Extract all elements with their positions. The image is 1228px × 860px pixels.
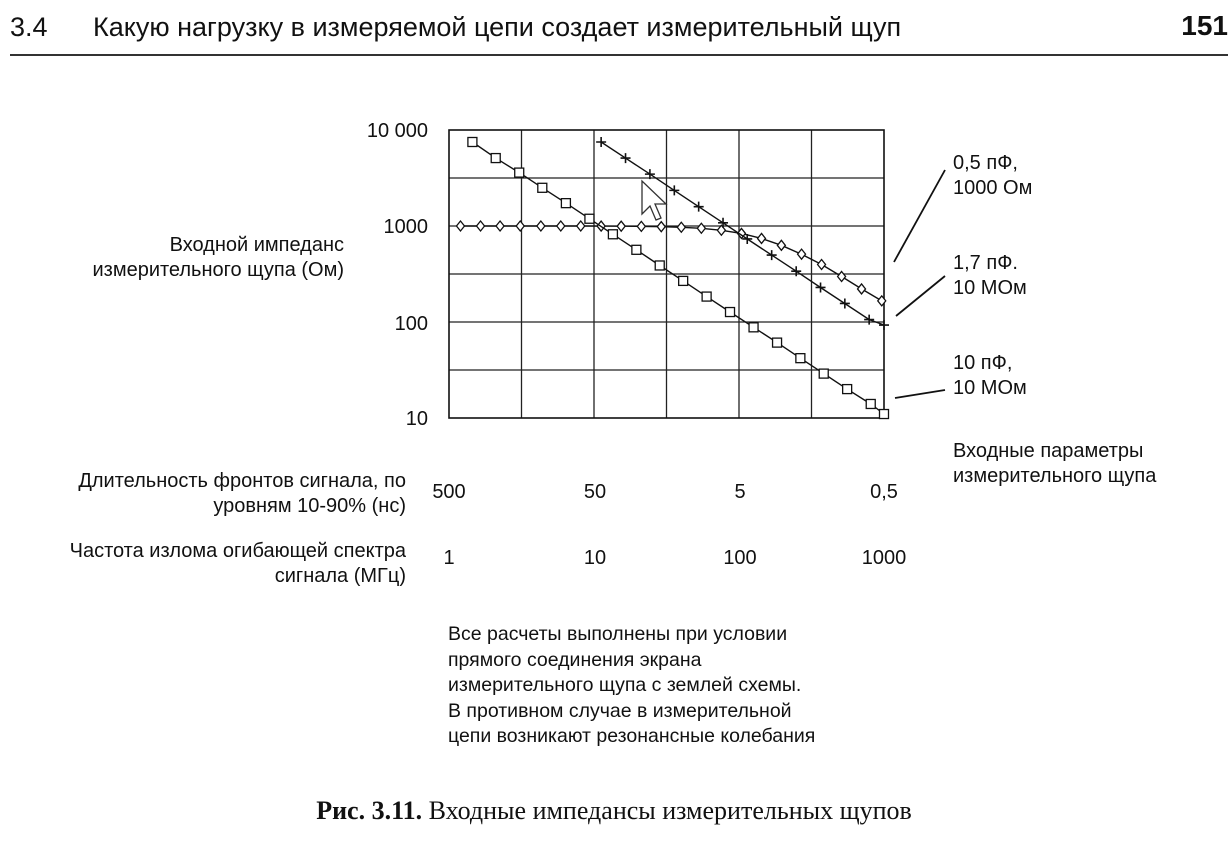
note-line: измерительного щупа с землей схемы. bbox=[448, 674, 802, 696]
data-point-plus bbox=[864, 315, 874, 325]
data-point-diamond bbox=[818, 260, 826, 270]
data-point-square bbox=[538, 183, 547, 192]
data-point-square bbox=[843, 385, 852, 394]
frequency-row-label: Частота излома огибающей спектра сигнала (МГц) bbox=[69, 540, 406, 587]
section-number: 3.4 bbox=[10, 12, 48, 42]
leader-line-10pf bbox=[895, 390, 945, 398]
rise-time-tick: 50 bbox=[583, 481, 607, 503]
data-point-diamond bbox=[838, 271, 846, 281]
data-point-plus bbox=[694, 202, 704, 212]
frequency-tick: 1 bbox=[443, 547, 455, 569]
data-point-diamond bbox=[577, 221, 585, 231]
data-point-square bbox=[796, 354, 805, 363]
y-tick-label: 1000 bbox=[383, 216, 428, 238]
data-point-square bbox=[491, 154, 500, 163]
caption-prefix: Рис. 3.11. bbox=[316, 796, 423, 825]
leader-line-1-7pf bbox=[896, 276, 945, 316]
legend-entry-line: 10 пФ, bbox=[953, 352, 1013, 374]
data-point-square bbox=[468, 137, 477, 146]
data-point-square bbox=[632, 245, 641, 254]
page-number: 151 bbox=[1181, 10, 1228, 41]
y-tick-label: 10 000 bbox=[366, 120, 428, 142]
rise-time-tick: 0,5 bbox=[870, 481, 898, 503]
data-point-diamond bbox=[657, 222, 665, 232]
data-point-square bbox=[585, 214, 594, 223]
data-point-plus bbox=[840, 298, 850, 308]
data-point-square bbox=[608, 230, 617, 239]
legend-title: Входные параметры измерительного щупа bbox=[953, 440, 1157, 487]
legend-entry-1-7pf bbox=[953, 251, 1083, 301]
data-point-square bbox=[819, 369, 828, 378]
data-point-diamond bbox=[758, 233, 766, 243]
y-tick-label: 100 bbox=[394, 313, 428, 335]
data-point-diamond bbox=[858, 284, 866, 294]
y-tick-label: 10 bbox=[405, 408, 428, 430]
note-line: В противном случае в измерительной bbox=[448, 699, 792, 722]
data-point-square bbox=[749, 323, 758, 332]
data-point-square bbox=[655, 261, 664, 270]
y-axis-label: Входной импеданс измерительного щупа (Ом) bbox=[92, 234, 344, 281]
rise-time-tick: 5 bbox=[734, 481, 746, 503]
data-point-square bbox=[561, 199, 570, 208]
data-point-square bbox=[702, 292, 711, 301]
data-point-diamond bbox=[777, 240, 785, 250]
data-point-diamond bbox=[637, 221, 645, 231]
data-point-diamond bbox=[557, 221, 565, 231]
legend-entry-line: 0,5 пФ, bbox=[953, 152, 1018, 174]
data-point-plus bbox=[791, 266, 801, 276]
data-point-plus bbox=[816, 282, 826, 292]
calculation-note bbox=[448, 622, 948, 750]
note-line: цепи возникают резонансные колебания bbox=[448, 725, 816, 747]
data-point-square bbox=[866, 399, 875, 408]
data-point-square bbox=[515, 168, 524, 177]
data-point-diamond bbox=[617, 221, 625, 231]
data-point-diamond bbox=[496, 221, 504, 231]
data-point-plus bbox=[621, 153, 631, 163]
section-title: Какую нагрузку в измеряемой цепи создает измерительный щуп bbox=[93, 12, 902, 42]
frequency-tick: 1000 bbox=[861, 547, 907, 569]
rise-time-row-label: Длительность фронтов сигнала, по уровням 10-90% (нс) bbox=[78, 470, 406, 517]
data-point-plus bbox=[767, 250, 777, 260]
data-point-diamond bbox=[677, 222, 685, 232]
leader-line-0-5pf bbox=[894, 170, 945, 262]
legend-entry-line: 10 МОм bbox=[953, 277, 1027, 299]
data-point-diamond bbox=[798, 249, 806, 259]
data-point-diamond bbox=[697, 223, 705, 233]
note-line: Все расчеты выполнены при условии bbox=[448, 623, 788, 645]
data-point-square bbox=[726, 308, 735, 317]
note-line: прямого соединения экрана bbox=[448, 648, 702, 671]
data-point-plus bbox=[669, 185, 679, 195]
legend-entry-0-5pf bbox=[953, 151, 1083, 201]
data-point-diamond bbox=[456, 221, 464, 231]
mouse-cursor-icon bbox=[642, 181, 666, 220]
legend-entry-10pf bbox=[953, 351, 1083, 401]
data-point-square bbox=[679, 276, 688, 285]
frequency-tick: 10 bbox=[583, 547, 607, 569]
legend-entry-line: 1,7 пФ. bbox=[953, 252, 1018, 274]
caption-text: Входные импедансы измерительных щупов bbox=[428, 796, 912, 825]
data-point-plus bbox=[596, 137, 606, 147]
rise-time-tick: 500 bbox=[432, 481, 466, 503]
data-point-diamond bbox=[537, 221, 545, 231]
legend-entry-line: 1000 Ом bbox=[953, 177, 1033, 199]
data-point-diamond bbox=[516, 221, 524, 231]
legend-entry-line: 10 МОм bbox=[953, 377, 1027, 399]
data-point-square bbox=[880, 410, 889, 419]
frequency-tick: 100 bbox=[723, 547, 757, 569]
data-point-diamond bbox=[477, 221, 485, 231]
data-point-square bbox=[773, 338, 782, 347]
data-point-diamond bbox=[717, 225, 725, 235]
figure-caption bbox=[0, 796, 1228, 826]
